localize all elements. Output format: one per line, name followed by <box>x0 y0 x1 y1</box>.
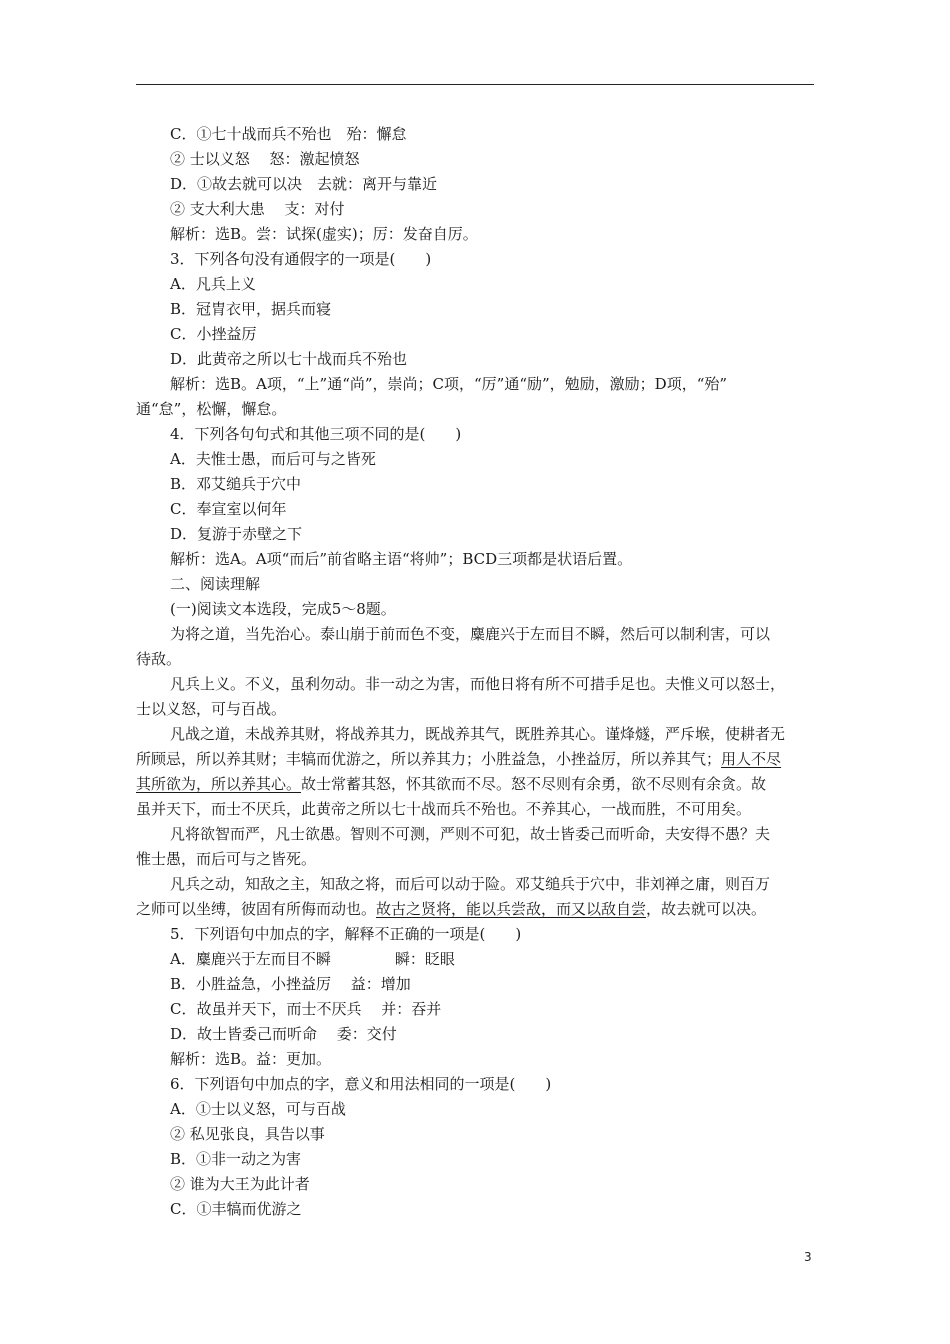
section-heading: 二、阅读理解 <box>170 575 261 593</box>
passage-line: 凡兵之动，知敌之主，知敌之将，而后可以动于险。邓艾缒兵于穴中，非刘禅之庸，则百万 <box>170 875 771 893</box>
document-body <box>136 122 814 1222</box>
option-line: D．复游于赤壁之下 <box>170 525 303 543</box>
underlined-sentence: 其所欲为，所以养其心。 <box>136 775 302 793</box>
option-line: B．冠胄衣甲，据兵而寝 <box>170 300 332 318</box>
passage-text: 所顾忌，所以养其财；丰犒而优游之，所以养其力；小胜益急，小挫益厉，所以养其气； <box>136 750 722 768</box>
passage-paragraph <box>136 622 814 672</box>
option-line: ② 士以义怒 怒：激起愤怒 <box>170 150 360 168</box>
option-line: A．夫惟士愚，而后可与之皆死 <box>170 450 376 468</box>
option-line: ② 支大利大患 支：对付 <box>170 200 345 218</box>
option-line: B．①非一动之为害 <box>170 1150 302 1168</box>
option-line: A．①士以义怒，可与百战 <box>170 1100 346 1118</box>
underlined-sentence: 故古之贤将，能以兵尝敌，而又以敌自尝 <box>376 900 647 918</box>
passage-line: 凡兵上义。不义，虽利勿动。非一动之为害，而他日将有所不可措手足也。夫惟义可以怒士， <box>170 675 786 693</box>
underlined-sentence: 用人不尽 <box>721 750 782 768</box>
option-line: D．①故去就可以决 去就：离开与靠近 <box>170 175 438 193</box>
passage-text: ，故去就可以决。 <box>646 900 767 918</box>
option-text: A．麋鹿兴于左而目不瞬 <box>170 950 331 968</box>
answer-analysis: 解析：选A。A项“而后”前省略主语“将帅”；BCD三项都是状语后置。 <box>170 550 633 568</box>
question-stem: 3．下列各句没有通假字的一项是( ) <box>170 250 432 268</box>
header-rule <box>136 84 814 85</box>
answer-analysis: 解析：选B。益：更加。 <box>170 1050 332 1068</box>
answer-analysis: 解析：选B。A项，“上”通“尚”，崇尚；C项，“厉”通“励”，勉励，激励；D项，“殆” <box>170 375 728 393</box>
question-stem: 4．下列各句句式和其他三项不同的是( ) <box>170 425 462 443</box>
passage-line: 虽并天下，而士不厌兵，此黄帝之所以七十战而兵不殆也。不养其心，一战而胜，不可用矣。 <box>136 800 752 818</box>
option-line: C．故虽并天下，而士不厌兵 并：吞并 <box>170 1000 442 1018</box>
answer-analysis-cont: 通“怠”，松懈，懈怠。 <box>136 400 287 418</box>
option-line: ② 谁为大王为此计者 <box>170 1175 310 1193</box>
question-stem: 5．下列语句中加点的字，解释不正确的一项是( ) <box>170 925 522 943</box>
option-line <box>136 947 814 972</box>
option-line: ② 私见张良，具告以事 <box>170 1125 325 1143</box>
option-line: C．奉宣室以何年 <box>170 500 287 518</box>
passage-text: 之师可以坐缚，彼固有所侮而动也。 <box>136 900 377 918</box>
subsection-heading: (一)阅读文本选段，完成5～8题。 <box>170 600 396 618</box>
option-line: B．邓艾缒兵于穴中 <box>170 475 302 493</box>
option-line: A．凡兵上义 <box>170 275 256 293</box>
option-line: C．小挫益厉 <box>170 325 257 343</box>
passage-line: 为将之道，当先治心。泰山崩于前而色不变，麋鹿兴于左而目不瞬，然后可以制利害，可以 <box>170 625 771 643</box>
passage-paragraph <box>136 722 814 822</box>
passage-line <box>136 897 814 922</box>
option-gloss: 瞬：眨眼 <box>394 950 455 968</box>
passage-paragraph <box>136 822 814 872</box>
option-line: C．①丰犒而优游之 <box>170 1200 302 1218</box>
option-line: D．故士皆委己而听命 委：交付 <box>170 1025 397 1043</box>
passage-line: 凡将欲智而严，凡士欲愚。智则不可测，严则不可犯，故士皆委己而听命，夫安得不愚？夫 <box>170 825 771 843</box>
page-number: 3 <box>804 1250 812 1264</box>
passage-line <box>136 772 814 797</box>
question-stem: 6．下列语句中加点的字，意义和用法相同的一项是( ) <box>170 1075 552 1093</box>
option-line: B．小胜益急，小挫益厉 益：增加 <box>170 975 411 993</box>
passage-line: 凡战之道，未战养其财，将战养其力，既战养其气，既胜养其心。谨烽燧，严斥堠，使耕者无 <box>170 725 786 743</box>
passage-paragraph <box>136 672 814 722</box>
option-line: C．①七十战而兵不殆也 殆：懈怠 <box>170 125 407 143</box>
passage-line: 士以义怒，可与百战。 <box>136 700 287 718</box>
answer-analysis: 解析：选B。尝：试探(虚实)；厉：发奋自厉。 <box>170 225 478 243</box>
passage-line <box>136 747 814 772</box>
option-line: D．此黄帝之所以七十战而兵不殆也 <box>170 350 408 368</box>
passage-line: 惟士愚，而后可与之皆死。 <box>136 850 317 868</box>
passage-line: 待敌。 <box>136 650 182 668</box>
passage-paragraph <box>136 872 814 922</box>
passage-text: 故士常蓄其怒，怀其欲而不尽。怒不尽则有余勇，欲不尽则有余贪。故 <box>301 775 767 793</box>
